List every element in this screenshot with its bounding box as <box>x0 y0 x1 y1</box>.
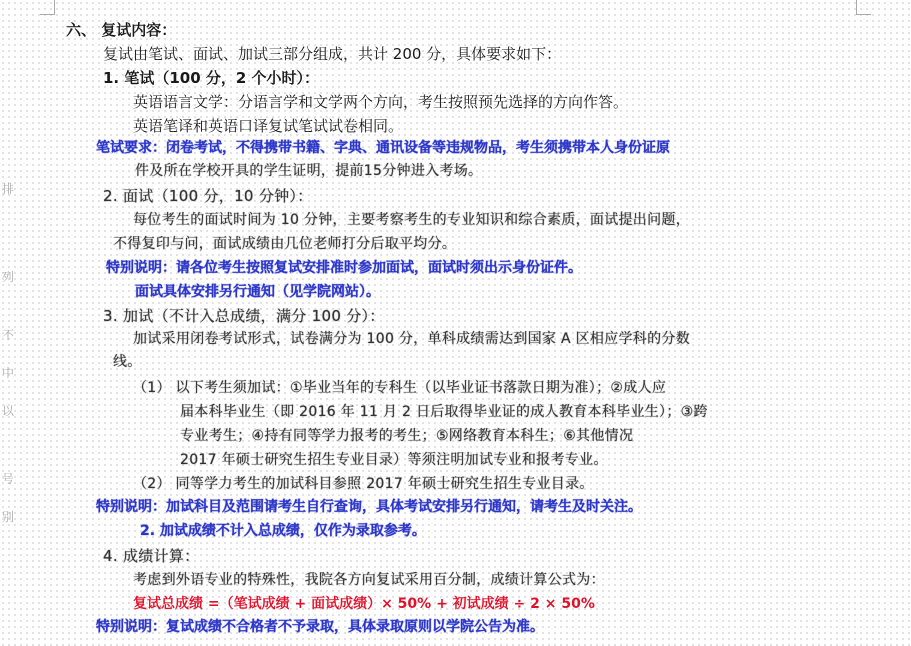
written-test-line-1: 英语语言文学：分语言学和文学两个方向，考生按照预先选择的方向作答。 <box>133 93 629 111</box>
written-requirement-b: 件及所在学校开具的学生证明，提前15分钟进入考场。 <box>135 163 483 179</box>
written-requirement-a: 笔试要求：闭卷考试，不得携带书籍、字典、通讯设备等违规物品，考生须携带本人身份证原 <box>96 140 670 156</box>
sidebar-mark: 号 <box>2 472 15 486</box>
sidebar-mark: 以 <box>2 404 15 418</box>
interview-title: 2. 面试（100 分，10 分钟）： <box>103 187 313 205</box>
intro-text: 复试由笔试、面试、加试三部分组成，共计 200 分，具体要求如下： <box>103 45 562 63</box>
section-title: 六、 复试内容： <box>66 21 177 39</box>
sidebar-mark: 排 <box>2 182 15 196</box>
sidebar-mark: 中 <box>2 366 15 380</box>
extra-item-1-a: （1） 以下考生须加试：①毕业当年的专科生（以毕业证书落款日期为准）；②成人应 <box>133 380 667 396</box>
extra-item-2: （2） 同等学力考生的加试科目参照 2017 年硕士研究生招生专业目录。 <box>133 476 594 492</box>
extra-test-line-1: 加试采用闭卷考试形式，试卷满分为 100 分，单科成绩需达到国家 A 区相应学科的分数 <box>133 331 690 347</box>
score-title: 4. 成绩计算： <box>103 547 200 565</box>
interview-line-2: 不得复印与问，面试成绩由几位老师打分后取平均分。 <box>113 236 457 252</box>
written-test-line-2: 英语笔译和英语口译复试笔试试卷相同。 <box>133 117 404 135</box>
sidebar-mark: 列 <box>2 270 15 284</box>
extra-item-1-d: 2017 年硕士研究生招生专业目录）等须注明加试专业和报考专业。 <box>180 452 608 468</box>
score-line-1: 考虑到外语专业的特殊性，我院各方向复试采用百分制，成绩计算公式为： <box>133 572 605 588</box>
sidebar-mark: 别 <box>2 510 15 524</box>
written-test-title: 1. 笔试（100 分，2 个小时）： <box>103 69 320 87</box>
extra-test-line-2: 线。 <box>113 354 142 370</box>
extra-note-a: 特别说明：加试科目及范围请考生自行查询，具体考试安排另行通知，请考生及时关注。 <box>96 499 642 515</box>
score-note: 特别说明：复试成绩不合格者不予录取，具体录取原则以学院公告为准。 <box>96 619 544 635</box>
extra-item-1-b: 届本科毕业生（即 2016 年 11 月 2 日后取得毕业证的成人教育本科毕业生）；③跨 <box>180 404 708 420</box>
interview-line-1: 每位考生的面试时间为 10 分钟，主要考察考生的专业知识和综合素质，面试提出问题， <box>133 212 691 228</box>
interview-note-a: 特别说明：请各位考生按照复试安排准时参加面试，面试时须出示身份证件。 <box>106 260 582 276</box>
extra-test-title: 3. 加试（不计入总成绩，满分 100 分）： <box>103 307 385 325</box>
extra-item-1-c: 专业考生；④持有同等学力报考的考生；⑤网络教育本科生；⑥其他情况 <box>180 428 634 444</box>
extra-note-b: 2. 加试成绩不计入总成绩，仅作为录取参考。 <box>140 523 426 539</box>
sidebar-mark: 不 <box>2 328 15 342</box>
interview-note-b: 面试具体安排另行通知（见学院网站）。 <box>135 284 380 300</box>
score-formula: 复试总成绩 =（笔试成绩 + 面试成绩）× 50% + 初试成绩 ÷ 2 × 50% <box>133 596 595 612</box>
